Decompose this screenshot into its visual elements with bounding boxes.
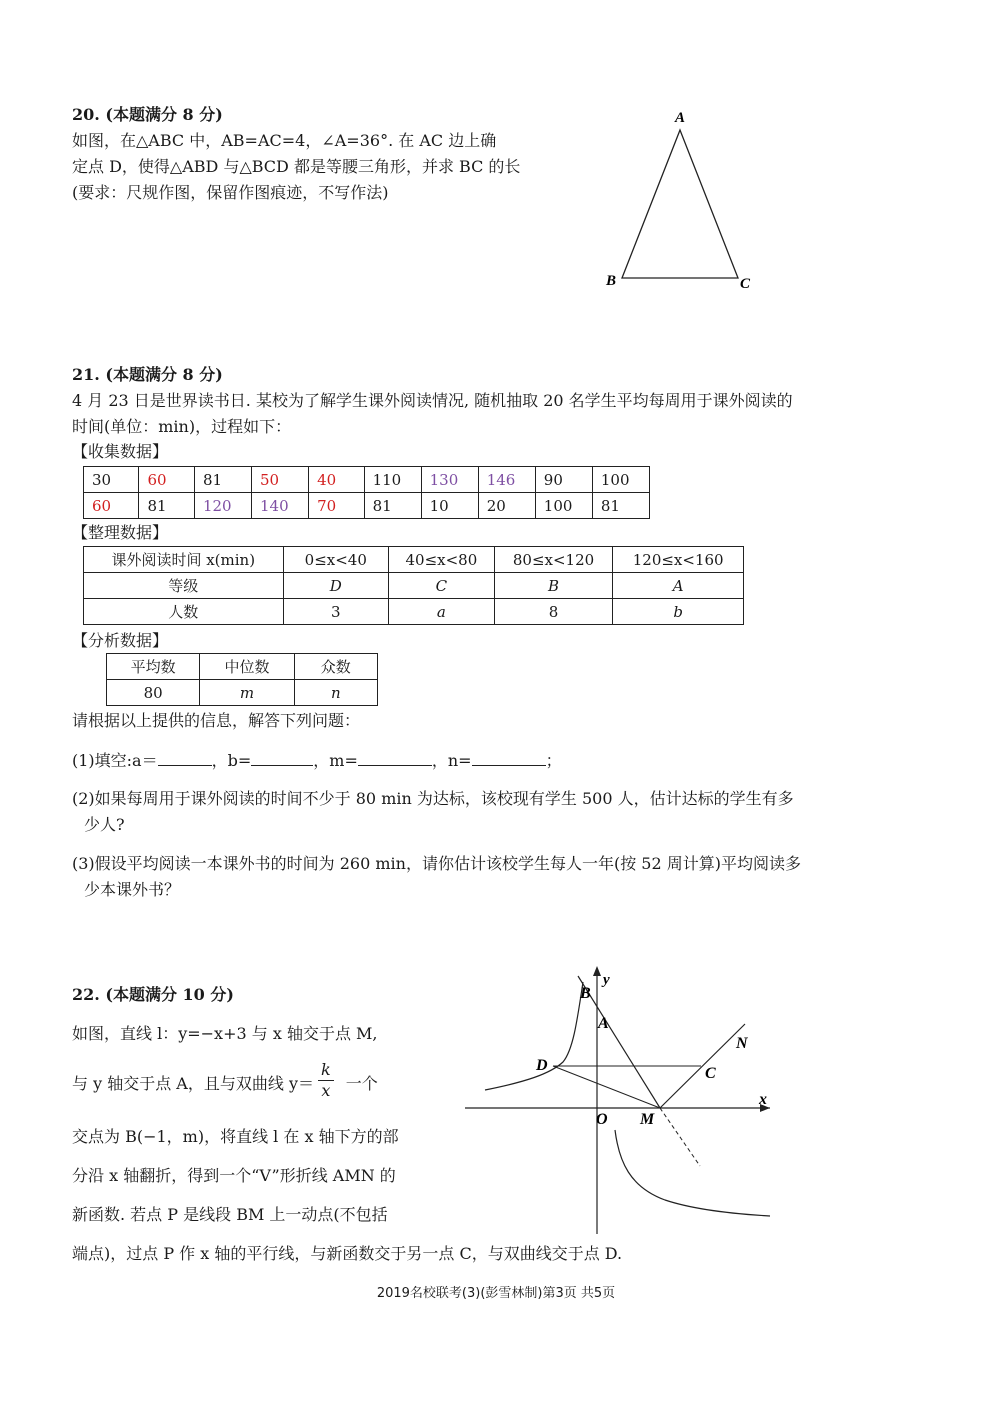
label-a: A (675, 110, 686, 126)
q22-text-line3: 交点为 B(−1，m)，将直线 l 在 x 轴下方的部 (72, 1127, 399, 1146)
line-l-dashed (660, 1108, 700, 1166)
table-cell: 课外阅读时间 x(min) (84, 547, 284, 573)
fraction-denominator: x (321, 1081, 331, 1100)
table-cell: 81 (139, 493, 194, 519)
analyze-heading: 【分析数据】 (72, 631, 169, 650)
q21-part3-line2: 少本课外书？ (84, 880, 181, 899)
q21-part2-line2: 少人? (84, 815, 125, 834)
q20-text-line2: 定点 D，使得△ABD 与△BCD 都是等腰三角形，并求 BC 的长 (72, 157, 521, 176)
hyperbola-branch-lower (615, 1130, 770, 1216)
table-cell: n (294, 680, 377, 706)
table-cell: 0≤x<40 (283, 547, 389, 573)
table-cell: 120≤x<160 (613, 547, 744, 573)
collect-heading: 【收集数据】 (72, 442, 169, 461)
table-cell: C (389, 573, 495, 599)
table-cell: 等级 (84, 573, 284, 599)
table-cell: 140 (252, 493, 309, 519)
part1-m-label: ，m= (313, 751, 358, 770)
analyze-values-row (107, 680, 378, 706)
fraction-numerator: k (318, 1060, 334, 1081)
table-cell: 100 (535, 493, 592, 519)
q21-text-line2: 时间(单位：min)，过程如下： (72, 417, 292, 436)
table-cell: B (494, 573, 613, 599)
label-a: A (598, 1015, 609, 1032)
q22-text-line1: 如图，直线 l：y=−x+3 与 x 轴交于点 M, (72, 1024, 378, 1043)
page-footer: 2019名校联考(3)(彭雪林制)第3页 共5页 (376, 1286, 616, 1301)
answer-blank-b (251, 751, 313, 766)
coordinate-figure (455, 962, 780, 1242)
collect-table (83, 466, 650, 519)
label-b: B (606, 273, 617, 289)
table-cell: 100 (592, 467, 649, 493)
organize-count-row (84, 599, 744, 625)
table-cell: 50 (252, 467, 309, 493)
table-cell: 30 (84, 467, 139, 493)
table-cell: 40 (309, 467, 364, 493)
table-cell: A (613, 573, 744, 599)
table-cell: 81 (592, 493, 649, 519)
q22-text-line6: 端点)，过点 P 作 x 轴的平行线，与新函数交于另一点 C，与双曲线交于点 D. (72, 1244, 623, 1263)
hyperbola-branch-upper (485, 982, 583, 1090)
q22-text-line5: 新函数. 若点 P 是线段 BM 上一动点(不包括 (72, 1205, 388, 1224)
organize-table (83, 546, 744, 625)
triangle-abc (622, 130, 738, 278)
part1-end: ； (545, 751, 562, 770)
table-cell: 81 (194, 467, 251, 493)
table-cell: D (283, 573, 389, 599)
organize-heading: 【整理数据】 (72, 523, 169, 542)
table-cell: 81 (364, 493, 421, 519)
label-x: x (759, 1091, 767, 1108)
part1-a-label: (1)填空:a＝ (72, 751, 158, 770)
label-b: B (580, 985, 591, 1002)
table-cell: 80 (107, 680, 200, 706)
organize-header-row (84, 547, 744, 573)
q20-text-line3: (要求：尺规作图，保留作图痕迹，不写作法) (72, 183, 389, 202)
segment-dm (553, 1066, 660, 1108)
part1-b-label: ，b= (211, 751, 252, 770)
table-cell: 120 (194, 493, 251, 519)
table-cell: 80≤x<120 (494, 547, 613, 573)
table-cell: 10 (421, 493, 478, 519)
table-cell: 中位数 (200, 654, 294, 680)
label-m: M (640, 1111, 655, 1128)
table-cell: 众数 (294, 654, 377, 680)
table-cell: 人数 (84, 599, 284, 625)
table-cell: m (200, 680, 294, 706)
label-y: y (603, 972, 610, 988)
answer-blank-a (158, 751, 212, 766)
q21-prompt: 请根据以上提供的信息，解答下列问题： (72, 711, 361, 730)
table-cell: a (389, 599, 495, 625)
table-cell: 3 (283, 599, 389, 625)
table-cell: 110 (364, 467, 421, 493)
q22-text-line4: 分沿 x 轴翻折，得到一个“V”形折线 AMN 的 (72, 1166, 396, 1185)
table-cell: 90 (535, 467, 592, 493)
table-cell: 60 (139, 467, 194, 493)
label-d: D (536, 1057, 548, 1074)
table-cell: 146 (478, 467, 535, 493)
part1-n-label: ，n= (431, 751, 472, 770)
collect-row (84, 493, 650, 519)
label-c: C (705, 1065, 716, 1082)
table-cell: 平均数 (107, 654, 200, 680)
line2-start: 与 y 轴交于点 A，且与双曲线 y＝ (72, 1074, 314, 1093)
collect-row (84, 467, 650, 493)
line2-end: 一个 (345, 1074, 378, 1093)
analyze-table (106, 653, 378, 706)
table-cell: b (613, 599, 744, 625)
table-cell: 20 (478, 493, 535, 519)
q21-part1 (72, 751, 562, 771)
q22-text-line2 (72, 1060, 378, 1101)
table-cell: 8 (494, 599, 613, 625)
q21-text-line1: 4 月 23 日是世界读书日. 某校为了解学生课外阅读情况, 随机抽取 20 名学生平均每周用于课外阅读的 (72, 391, 793, 410)
label-c: C (740, 276, 751, 292)
answer-blank-m (358, 751, 432, 766)
organize-grade-row (84, 573, 744, 599)
q21-part2-line1: (2)如果每周用于课外阅读的时间不少于 80 min 为达标，该校现有学生 500 人，估计达标的学生有多 (72, 789, 794, 808)
triangle-figure (598, 100, 768, 300)
q20-text-line1: 如图，在△ABC 中，AB=AC=4，∠A=36°. 在 AC 边上确 (72, 131, 497, 150)
fraction-k-over-x (318, 1060, 334, 1101)
q22-title: 22. (本题满分 10 分) (72, 985, 234, 1004)
q21-title: 21. (本题满分 8 分) (72, 365, 223, 384)
answer-blank-n (472, 751, 546, 766)
table-cell: 70 (309, 493, 364, 519)
q20-title: 20. (本题满分 8 分) (72, 105, 223, 124)
label-n: N (736, 1035, 748, 1052)
table-cell: 130 (421, 467, 478, 493)
label-o: O (596, 1111, 608, 1128)
analyze-header-row (107, 654, 378, 680)
table-cell: 40≤x<80 (389, 547, 495, 573)
table-cell: 60 (84, 493, 139, 519)
q21-part3-line1: (3)假设平均阅读一本课外书的时间为 260 min，请你估计该校学生每人一年(按 52 周计算)平均阅读多 (72, 854, 801, 873)
y-axis-arrow (593, 966, 601, 976)
